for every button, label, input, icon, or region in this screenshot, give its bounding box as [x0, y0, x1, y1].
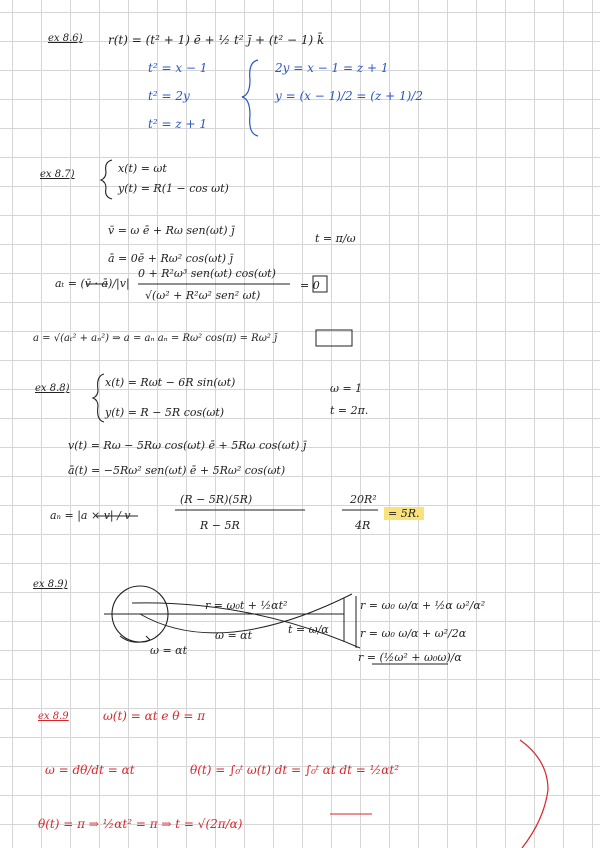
- ex87-system-2: y(t) = R(1 − cos ωt): [118, 182, 229, 195]
- ex87-result-box: [313, 276, 327, 292]
- ex88-result: = 5R.: [384, 507, 424, 520]
- ex87-at-denominator: √(ω² + R²ω² sen² ωt): [145, 289, 261, 302]
- ex87-velocity: v̄ = ω ē + Rω sen(ωt) ȷ̄: [108, 224, 235, 237]
- ex89b-top-line: ω(t) = αt e θ = π: [103, 709, 206, 723]
- ex88-param-t: t = 2π.: [330, 404, 369, 417]
- ex86-blue-right-1: 2y = x − 1 = z + 1: [275, 61, 389, 75]
- ex89-t-frac: t = ω/α: [288, 623, 329, 636]
- ex88-brace: [93, 374, 104, 422]
- ex89-right-3: r = (½ω² + ω₀ω)/α: [358, 651, 462, 664]
- ex86-blue-left-3: t² = z + 1: [148, 117, 207, 131]
- ex87-at-numerator: 0 + R²ω³ sen(ωt) cos(ωt): [138, 267, 276, 280]
- ex89b-omega-line: ω = dθ/dt = αt: [45, 763, 135, 777]
- ex86-blue-left-1: t² = x − 1: [148, 61, 208, 75]
- ex87-at-left: aₜ = (v̄ · ā)/|v|: [55, 277, 130, 290]
- ex88-frac2-numerator: 20R²: [350, 493, 377, 506]
- ex87-t-value: t = π/ω: [315, 232, 356, 245]
- ex88-frac2-denominator: 4R: [355, 519, 371, 532]
- ex88-frac-denominator: R − 5R: [200, 519, 240, 532]
- ex89-label: ex 8.9): [33, 579, 68, 590]
- ex86-main-equation: r(t) = (t² + 1) ē + ½ t² ȷ̄ + (t² − 1) k̄: [108, 33, 325, 47]
- ex86-blue-left-2: t² = 2y: [148, 89, 190, 103]
- ex87-an-line: a = √(aₜ² + aₙ²) ⇒ a = aₙ aₙ = Rω² cos(π) = Rω² ȷ̄: [33, 333, 278, 344]
- ex89-right-1: r = ω₀ ω/α + ½α ω²/α²: [360, 599, 486, 612]
- ex86-blue-right-2: y = (x − 1)/2 = (z + 1)/2: [275, 89, 423, 103]
- ex88-system-1: x(t) = Rωt − 6R sin(ωt): [105, 376, 236, 389]
- ex87-at-result: = 0: [300, 279, 320, 292]
- ex87-an-box: [316, 330, 352, 346]
- ex89-omega: ω = αt: [215, 629, 253, 642]
- ex88-frac-numerator: (R − 5R)(5R): [180, 493, 253, 506]
- ex89b-label: ex 8.9: [38, 711, 69, 722]
- ex86-label: ex 8.6): [48, 33, 83, 44]
- ex89b-theta-integral: θ(t) = ∫₀ᵗ ω(t) dt = ∫₀ᵗ αt dt = ½αt²: [190, 763, 400, 777]
- ex87-accel: ā = 0ē + Rω² cos(ωt) ȷ̄: [108, 252, 233, 265]
- ex89b-right-brace: [520, 740, 548, 848]
- ex86-brace: [242, 60, 258, 136]
- ex89b-solve-line: θ(t) = π ⇒ ½αt² = π ⇒ t = √(2π/α): [38, 817, 243, 831]
- ex88-system-2: y(t) = R − 5R cos(ωt): [105, 406, 225, 419]
- ex87-label: ex 8.7): [40, 169, 75, 180]
- ex88-label: ex 8.8): [35, 383, 70, 394]
- ex87-system-1: x(t) = ωt: [118, 162, 167, 175]
- ex88-accel: ā(t) = −5Rω² sen(ωt) ē + 5Rω² cos(ωt): [68, 464, 286, 477]
- ex87-brace: [101, 160, 112, 199]
- ex89-arrow-label: ω = αt: [150, 644, 188, 657]
- ex88-velocity: v(t) = Rω − 5Rω cos(ωt) ē + 5Rω cos(ωt) ȷ̄: [68, 439, 307, 452]
- ex88-an-left: aₙ = |a × v| / v: [50, 509, 131, 522]
- ex88-param-omega: ω = 1: [330, 382, 363, 395]
- ex89-right-2: r = ω₀ ω/α + ω²/2α: [360, 627, 467, 640]
- ex89-theta: r = ω₀t + ½αt²: [205, 599, 288, 612]
